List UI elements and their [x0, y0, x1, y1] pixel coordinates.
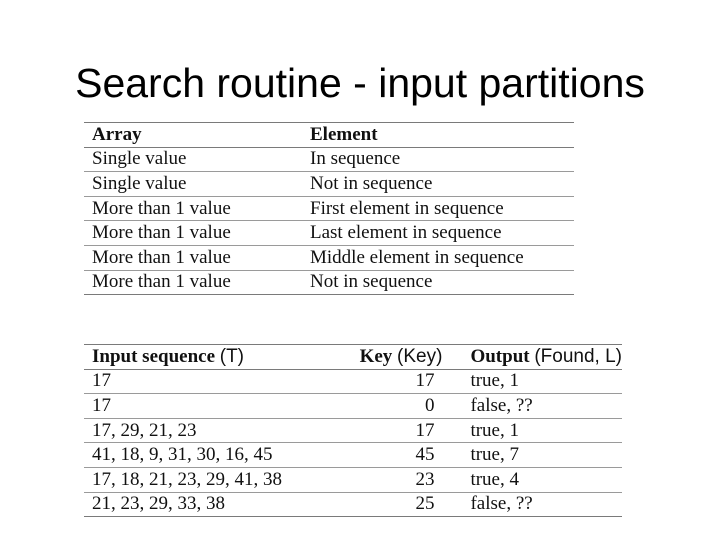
column-header-element: Element — [310, 123, 378, 145]
table-row — [84, 492, 622, 517]
output-cell: false, ?? — [470, 394, 533, 416]
output-cell: true, 1 — [470, 370, 519, 392]
key-cell: 17 — [415, 419, 435, 441]
element-cell: Last element in sequence — [310, 222, 502, 244]
table-row — [84, 147, 574, 172]
input-sequence-cell: 21, 23, 29, 33, 38 — [92, 493, 225, 515]
element-cell: First element in sequence — [310, 197, 504, 219]
element-cell: Not in sequence — [310, 172, 433, 194]
slide-title: Search routine - input partitions — [75, 60, 645, 106]
element-cell: Not in sequence — [310, 271, 433, 293]
table-header-row — [84, 123, 574, 148]
key-cell: 45 — [415, 444, 435, 466]
array-cell: More than 1 value — [92, 197, 231, 219]
array-cell: Single value — [92, 172, 187, 194]
table-row — [84, 270, 574, 295]
element-cell: Middle element in sequence — [310, 246, 524, 268]
column-header-key — [326, 345, 463, 370]
table-row — [84, 172, 574, 197]
output-cell: true, 1 — [470, 419, 519, 441]
element-cell: In sequence — [310, 148, 401, 170]
partition-table — [84, 122, 574, 295]
key-cell: 0 — [424, 394, 435, 416]
header-bold-label: Output — [470, 345, 530, 367]
column-header-input-sequence — [84, 345, 326, 370]
table-row — [84, 221, 574, 246]
input-sequence-cell: 17 — [92, 370, 111, 392]
table-header-row — [84, 345, 622, 370]
table-row — [84, 418, 622, 443]
array-cell: More than 1 value — [92, 246, 231, 268]
table-row — [84, 369, 622, 394]
table-row — [84, 196, 574, 221]
input-sequence-cell: 17 — [92, 394, 111, 416]
column-header-array: Array — [92, 123, 142, 145]
output-cell: true, 4 — [470, 468, 519, 490]
output-cell: true, 7 — [470, 444, 519, 466]
column-header-output — [462, 345, 622, 370]
table-row — [84, 467, 622, 492]
table-row — [84, 245, 574, 270]
header-param-label: (Key) — [397, 345, 443, 367]
input-sequence-cell: 41, 18, 9, 31, 30, 16, 45 — [92, 444, 273, 466]
test-case-table — [84, 344, 622, 517]
array-cell: More than 1 value — [92, 271, 231, 293]
header-param-label: (Found, L) — [534, 345, 622, 367]
header-bold-label: Input sequence — [92, 345, 215, 367]
array-cell: More than 1 value — [92, 222, 231, 244]
output-cell: false, ?? — [470, 493, 533, 515]
key-cell: 25 — [415, 493, 435, 515]
header-bold-label: Key — [359, 345, 393, 367]
input-sequence-cell: 17, 18, 21, 23, 29, 41, 38 — [92, 468, 282, 490]
input-sequence-cell: 17, 29, 21, 23 — [92, 419, 197, 441]
key-cell: 23 — [415, 468, 435, 490]
array-cell: Single value — [92, 148, 187, 170]
key-cell: 17 — [415, 370, 435, 392]
table-row — [84, 443, 622, 468]
table-row — [84, 394, 622, 419]
header-param-label: (T) — [219, 345, 245, 367]
